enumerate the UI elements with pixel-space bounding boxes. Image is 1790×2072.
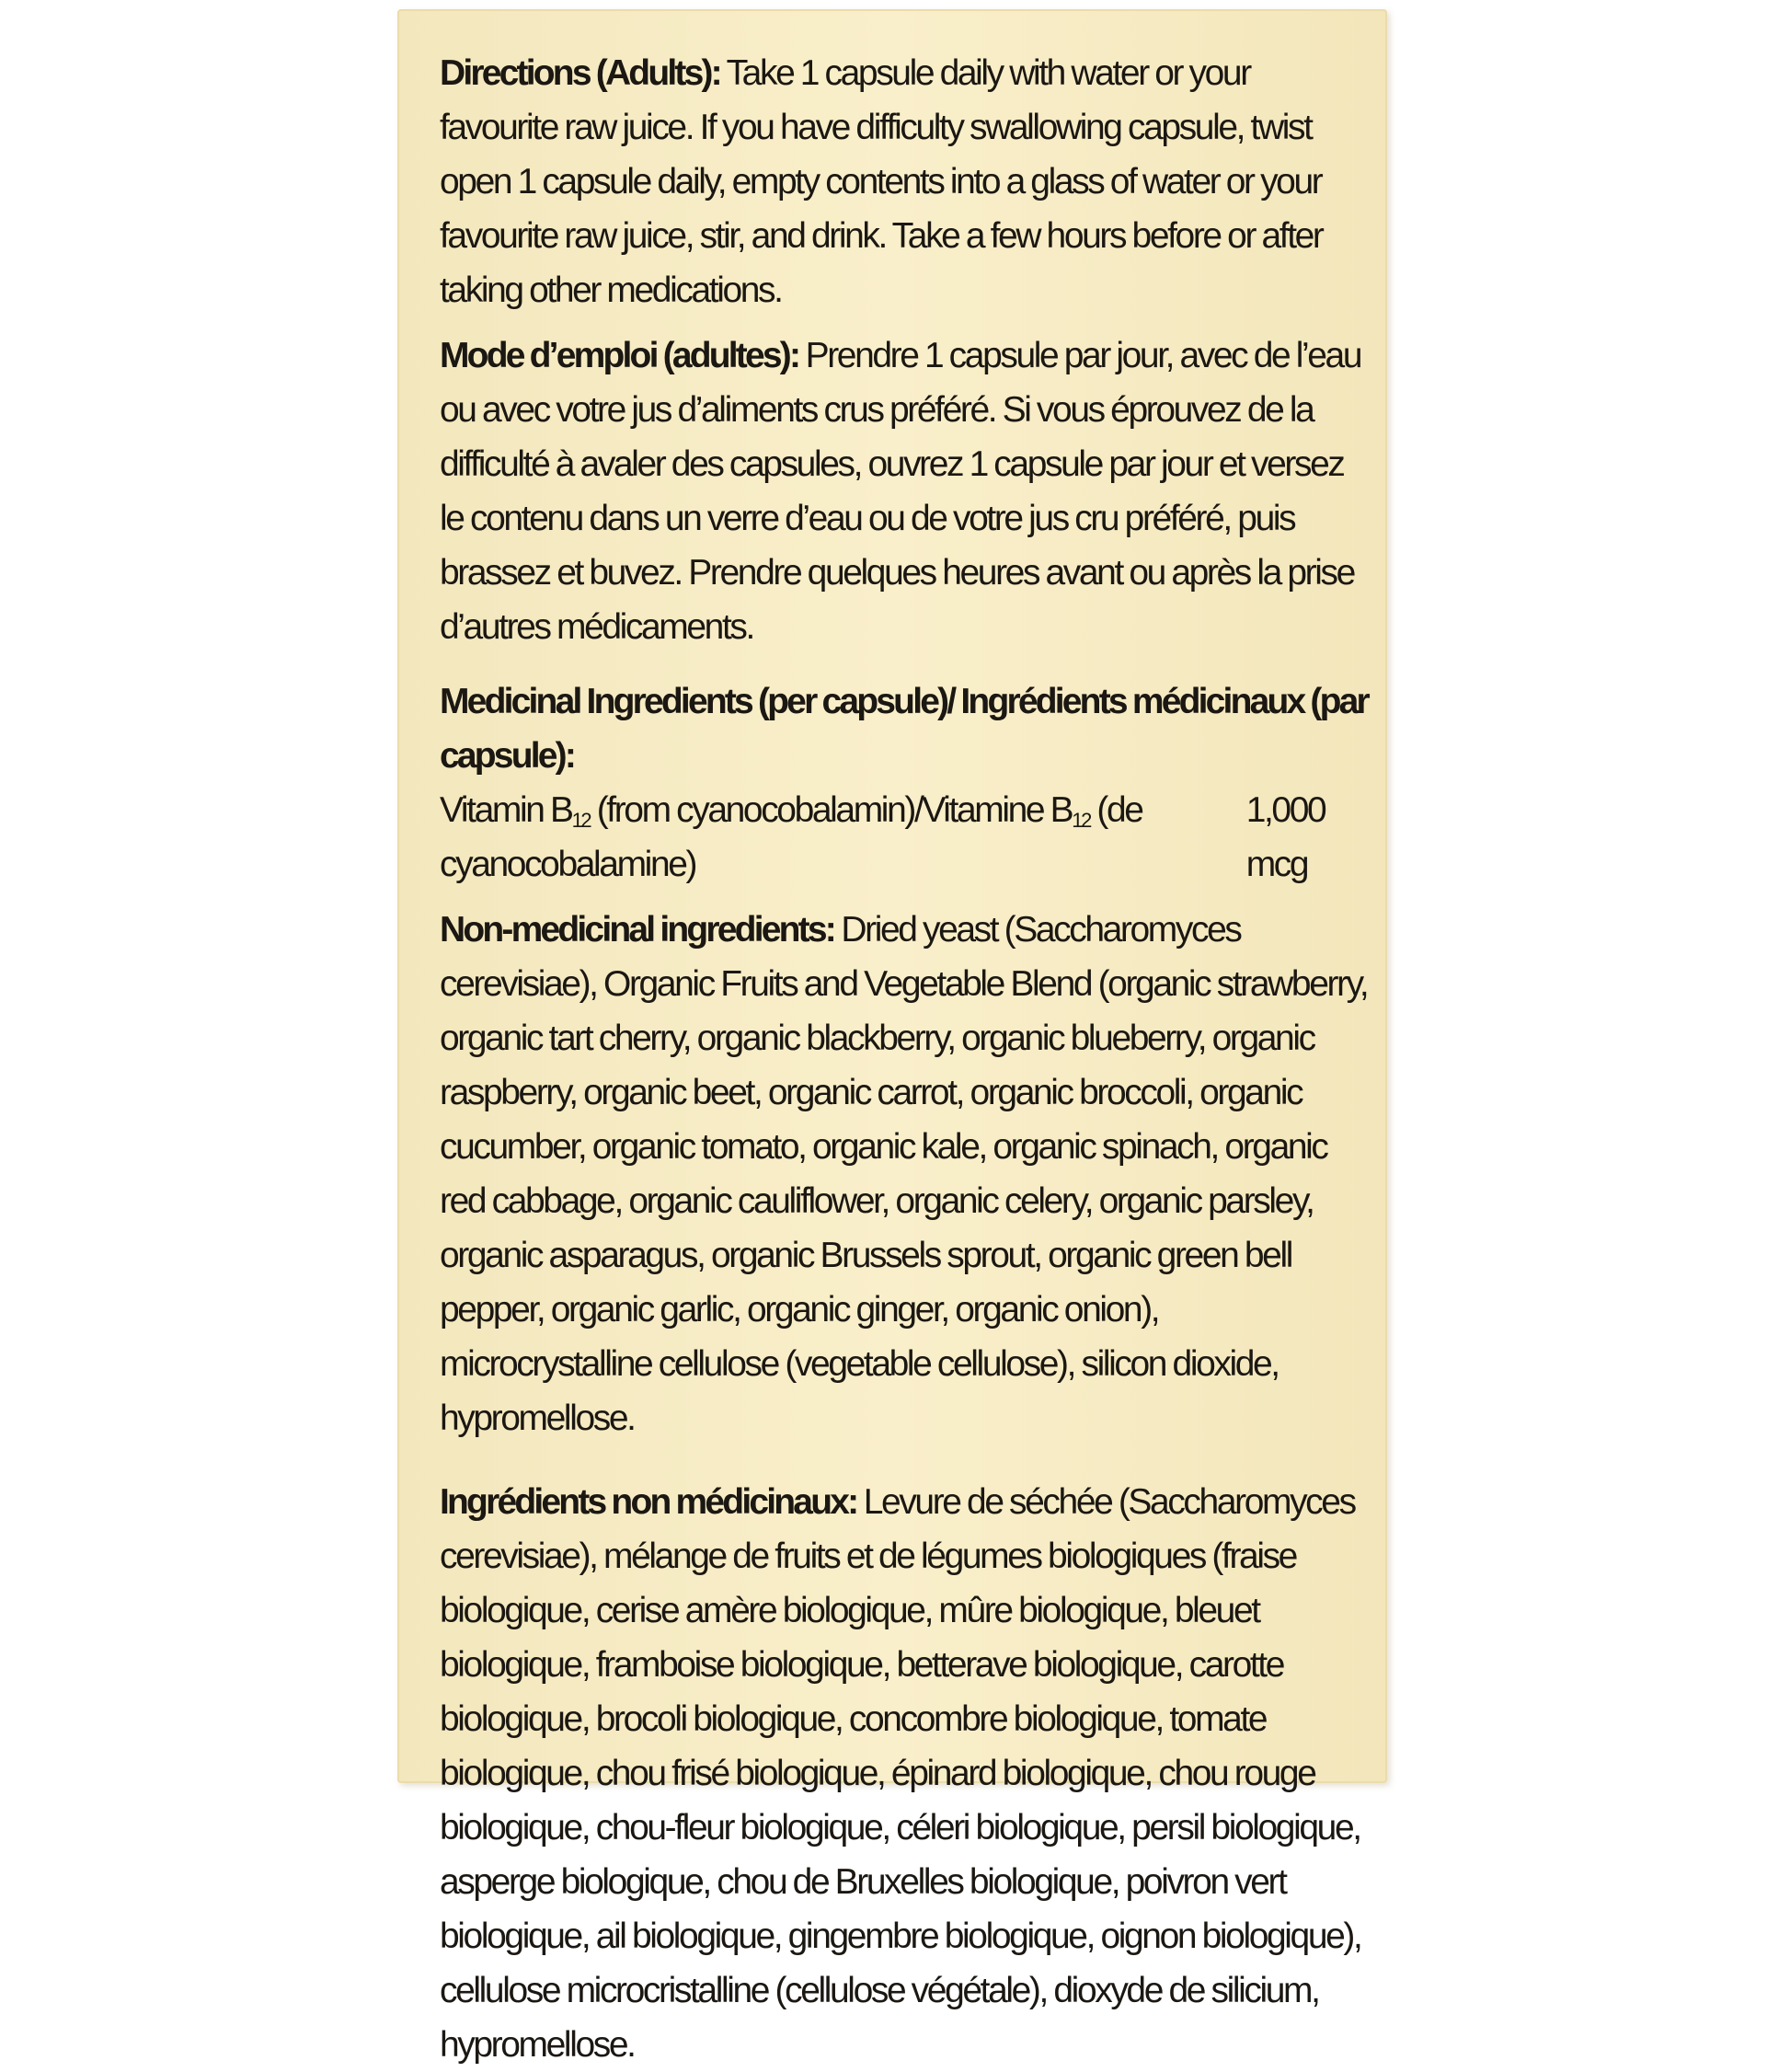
directions-en — [440, 46, 1369, 317]
directions-fr-text: Prendre 1 capsule par jour, avec de l’eau ou avec votre jus d’aliments crus préféré. Si vous éprouvez de la difficulté à avaler des capsules, ouvrez 1 capsule par jour et versez le contenu dans un verre d’eau ou de votre jus cru préféré, puis brassez et buvez. Prendre quelques heures avant ou après la prise d’autres médicaments. — [440, 336, 1361, 647]
non-medicinal-fr-heading: Ingrédients non médicinaux: — [440, 1482, 857, 1522]
label-content — [440, 46, 1369, 2072]
non-medicinal-fr-text: Levure de séchée (Saccharomyces cerevisiae), mélange de fruits et de légumes biologiques (fraise biologique, cerise amère biologique, mûre biologique, bleuet biologique, framboise biologique, betterave biologique, carotte biologique, brocoli biologique, concombre biologique, tomate biologique, chou frisé biologique, épinard biologique, chou rouge biologique, chou-fleur biologique, céleri biologique, persil biologique, asperge biologique, chou de Bruxelles biologique, poivron vert biologique, ail biologique, gingembre biologique, oignon biologique), cellulose microcristalline (cellulose végétale), dioxyde de silicium, hypromellose. — [440, 1482, 1361, 2065]
non-medicinal-en — [440, 903, 1369, 1445]
directions-fr-heading: Mode d’emploi (adultes): — [440, 336, 799, 375]
non-medicinal-fr — [440, 1475, 1369, 2072]
non-medicinal-en-heading: Non-medicinal ingredients: — [440, 910, 834, 950]
directions-en-text: Take 1 capsule daily with water or your favourite raw juice. If you have difficulty swallowing capsule, twist open 1 capsule daily, empty contents into a glass of water or your favourite raw juice, stir, and drink. Take a few hours before or after taking other medications. — [440, 53, 1323, 310]
medicinal-ingredient-name: Vitamin $B_{12}$ (from cyanocobalamin)/Vitamine $B_{12}$ (de cyanocobalamine) — [440, 790, 1142, 884]
non-medicinal-en-text: Dried yeast (Saccharomyces cerevisiae), Organic Fruits and Vegetable Blend (organic strawberry, organic tart cherry, organic blackberry, organic blueberry, organic raspberry, organic beet, organic carrot, organic broccoli, organic cucumber, organic tomato, organic kale, organic spinach, organic red cabbage, organic cauliflower, organic celery, organic parsley, organic asparagus, organic Brussels sprout, organic green bell pepper, organic garlic, organic ginger, organic onion), microcrystalline cellulose (vegetable cellulose), silicon dioxide, hypromellose. — [440, 910, 1368, 1438]
medicinal-ingredient-amount: 1,000 mcg — [1245, 790, 1325, 884]
medicinal-heading: Medicinal Ingredients (per capsule)/ Ingrédients médicinaux (par capsule): — [440, 682, 1368, 776]
directions-en-heading: Directions (Adults): — [440, 53, 720, 93]
medicinal-ingredient-row — [440, 783, 1369, 892]
directions-fr — [440, 328, 1369, 654]
